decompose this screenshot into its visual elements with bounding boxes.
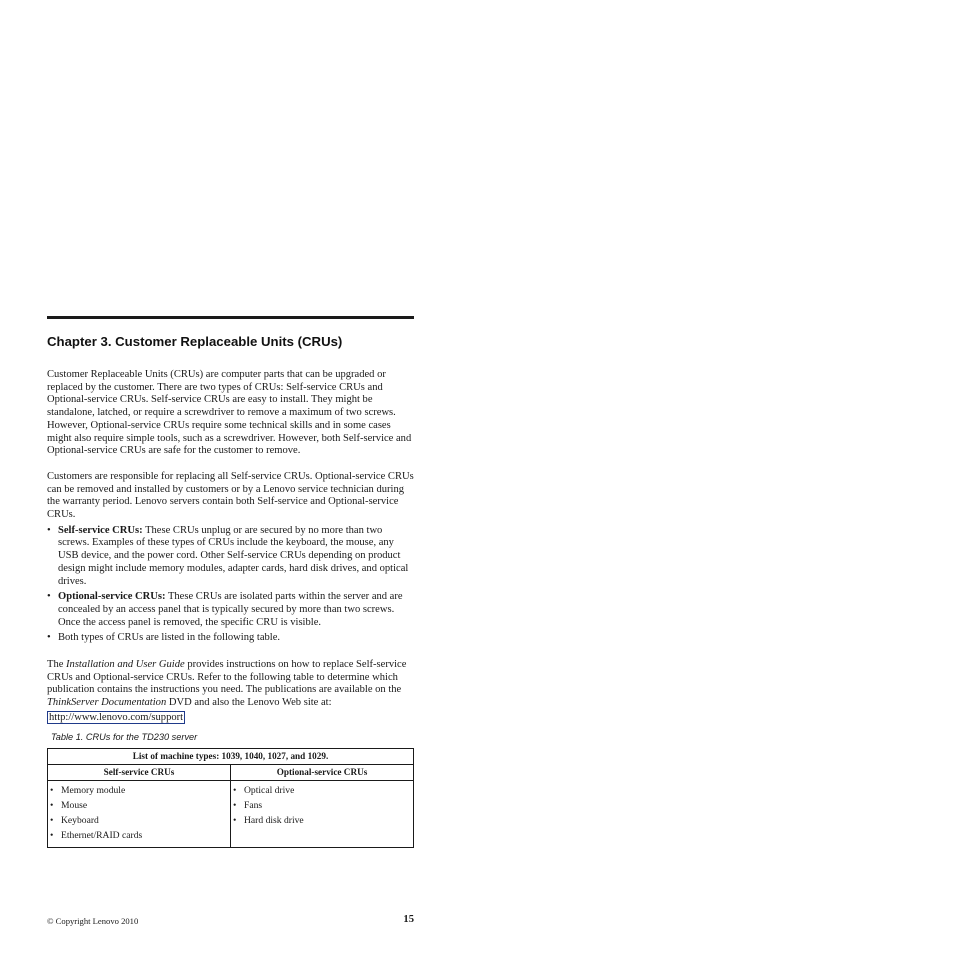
chapter-rule xyxy=(47,316,414,319)
self-service-cell xyxy=(48,780,231,847)
support-link[interactable]: http://www.lenovo.com/support xyxy=(49,711,184,723)
list-item: • Fans xyxy=(233,800,409,811)
column-header-optional-service: Optional-service CRUs xyxy=(231,764,414,780)
list-item: • Keyboard xyxy=(50,815,226,826)
cru-type-list xyxy=(47,525,414,645)
chapter-title: Chapter 3. Customer Replaceable Units (CRUs) xyxy=(47,334,343,349)
list-item: • Hard disk drive xyxy=(233,815,409,826)
list-item xyxy=(47,525,414,589)
optional-service-cell xyxy=(231,780,414,847)
bullet-text: These CRUs are isolated parts within the server and are concealed by an access panel that is typically secured by more than two screws. Once the access panel is removed, the specific CRU is visible. xyxy=(58,591,403,628)
table-header-machine-types: List of machine types: 1039, 1040, 1027, and 1029. xyxy=(48,748,414,764)
dvd-title: ThinkServer Documentation xyxy=(47,697,167,709)
list-item: • Memory module xyxy=(50,785,226,796)
publications-paragraph xyxy=(47,659,414,725)
list-item: • Optical drive xyxy=(233,785,409,796)
list-item: • Mouse xyxy=(50,800,226,811)
copyright-footer: © Copyright Lenovo 2010 xyxy=(47,916,139,926)
responsibility-paragraph: Customers are responsible for replacing all Self-service CRUs. Optional-service CRUs can be removed and installed by customers or by a Lenovo service technician during the warranty period. Lenovo servers contain both Self-service and Optional-service CRUs. xyxy=(47,470,414,521)
column-header-self-service: Self-service CRUs xyxy=(48,764,231,780)
text-run: DVD and also the Lenovo Web site at: xyxy=(166,697,332,709)
list-item: • Ethernet/RAID cards xyxy=(50,830,226,841)
cru-table xyxy=(47,748,414,848)
page-body xyxy=(47,316,414,848)
bullet-text: These CRUs unplug or are secured by no more than two screws. Examples of these types of CRUs include the keyboard, the mouse, any USB device, and the power cord. Other Self-service CRUs depending on product design might include memory modules, adapter cards, hard disk drives, and optical drives. xyxy=(58,524,409,587)
table-caption: Table 1. CRUs for the TD230 server xyxy=(51,731,198,742)
bullet-term: Optional-service CRUs: xyxy=(58,591,166,603)
page-number: 15 xyxy=(403,914,414,925)
list-item xyxy=(47,632,414,645)
list-item xyxy=(47,591,414,629)
bullet-text: Both types of CRUs are listed in the following table. xyxy=(58,632,281,644)
bullet-term: Self-service CRUs: xyxy=(58,524,143,536)
guide-title: Installation and User Guide xyxy=(66,659,185,671)
intro-paragraph: Customer Replaceable Units (CRUs) are computer parts that can be upgraded or replaced by the customer. There are two types of CRUs: Self-service CRUs and Optional-service CRUs. Self-service CRUs are easy to install. They might be standalone, latched, or require a screwdriver to remove a maximum of two screws. However, Optional-service CRUs require some technical skills and in some cases might also require simple tools, such as a screwdriver. However, both Self-service and Optional-service CRUs are safe for the customer to remove. xyxy=(47,369,412,457)
text-run: The xyxy=(47,659,67,671)
text-run: provides instructions on how to replace Self-service CRUs and Optional-service CRUs. Refer to the following table to determine which publication contains the instructions you need. The publications are available on the xyxy=(47,659,407,696)
